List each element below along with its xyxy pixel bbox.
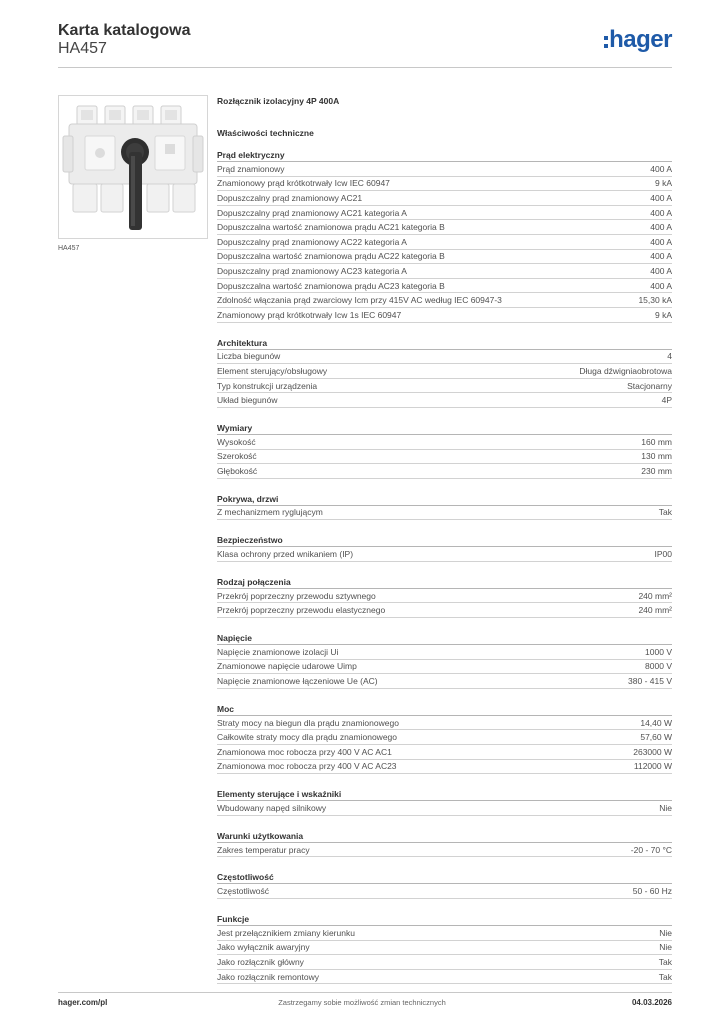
spec-section	[217, 149, 672, 323]
spec-label: Straty mocy na biegun dla prądu znamionowego	[217, 717, 399, 728]
spec-value: Tak	[658, 971, 672, 982]
spec-value: 400 A	[650, 222, 672, 233]
spec-value: 160 mm	[641, 436, 672, 447]
spec-label: Znamionowy prąd krótkotrwały Icw IEC 60947	[217, 178, 390, 189]
spec-row	[217, 926, 672, 941]
spec-label: Liczba biegunów	[217, 351, 281, 362]
spec-row	[217, 250, 672, 265]
spec-label: Znamionowy prąd krótkotrwały Icw 1s IEC 60947	[217, 309, 402, 320]
footer-disclaimer: Zastrzegamy sobie możliwość zmian technicznych	[278, 998, 446, 1007]
spec-value: 4	[667, 351, 672, 362]
spec-value: 9 kA	[654, 178, 672, 189]
spec-row	[217, 220, 672, 235]
spec-value: 9 kA	[654, 309, 672, 320]
spec-row	[217, 279, 672, 294]
spec-value: 400 A	[650, 280, 672, 291]
spec-row	[217, 435, 672, 450]
spec-label: Jest przełącznikiem zmiany kierunku	[217, 927, 355, 938]
spec-row	[217, 843, 672, 858]
spec-label: Dopuszczalny prąd znamionowy AC21 kategoria A	[217, 207, 407, 218]
spec-label: Element sterujący/obsługowy	[217, 365, 328, 376]
spec-row	[217, 450, 672, 465]
section-title: Funkcje	[217, 913, 672, 926]
spec-row	[217, 674, 672, 689]
spec-sections	[217, 149, 672, 984]
spec-row	[217, 801, 672, 816]
spec-row	[217, 264, 672, 279]
hager-logo	[604, 28, 672, 52]
spec-label: Wbudowany napęd silnikowy	[217, 803, 327, 814]
spec-row	[217, 760, 672, 775]
spec-label: Częstotliwość	[217, 886, 269, 897]
spec-row	[217, 716, 672, 731]
spec-value: 112000 W	[633, 761, 672, 772]
spec-label: Całkowite straty mocy dla prądu znamionowego	[217, 732, 398, 743]
spec-value: 57,60 W	[640, 732, 672, 743]
spec-value: 15,30 kA	[638, 295, 672, 306]
spec-value: 400 A	[650, 192, 672, 203]
spec-value: 230 mm	[641, 465, 672, 476]
section-title: Rodzaj połączenia	[217, 576, 672, 589]
spec-section	[217, 788, 672, 816]
spec-row	[217, 589, 672, 604]
spec-value: 380 - 415 V	[628, 676, 672, 687]
spec-row	[217, 547, 672, 562]
spec-value: 400 A	[650, 163, 672, 174]
section-title: Moc	[217, 703, 672, 716]
spec-row	[217, 955, 672, 970]
spec-value: 400 A	[650, 251, 672, 262]
spec-section	[217, 534, 672, 562]
spec-row	[217, 506, 672, 521]
logo-text: hager	[609, 26, 672, 53]
spec-label: Klasa ochrony przed wnikaniem (IP)	[217, 549, 354, 560]
footer-divider	[58, 992, 672, 993]
spec-value: 1000 V	[645, 646, 672, 657]
spec-section	[217, 830, 672, 858]
spec-row	[217, 206, 672, 221]
spec-label: Znamionowa moc robocza przy 400 V AC AC23	[217, 761, 397, 772]
spec-label: Dopuszczalna wartość znamionowa prądu AC21 kategoria B	[217, 222, 445, 233]
spec-section	[217, 913, 672, 984]
spec-section	[217, 422, 672, 479]
spec-section	[217, 871, 672, 899]
image-caption: HA457	[58, 245, 80, 252]
spec-section	[217, 576, 672, 618]
spec-value: 14,40 W	[640, 717, 672, 728]
footer-website-link[interactable]: hager.com/pl	[58, 998, 108, 1007]
spec-content	[217, 95, 672, 984]
spec-value: 130 mm	[641, 451, 672, 462]
spec-row	[217, 970, 672, 985]
spec-value: 400 A	[650, 265, 672, 276]
spec-label: Jako rozłącznik główny	[217, 956, 304, 967]
spec-value: 8000 V	[645, 661, 672, 672]
spec-value: 50 - 60 Hz	[632, 886, 672, 897]
spec-label: Napięcie znamionowe łączeniowe Ue (AC)	[217, 676, 378, 687]
document-title: Karta katalogowa	[58, 22, 191, 39]
spec-row	[217, 364, 672, 379]
spec-row	[217, 941, 672, 956]
spec-value: 240 mm²	[638, 605, 672, 616]
spec-value: IP00	[654, 549, 672, 560]
spec-label: Z mechanizmem ryglującym	[217, 507, 323, 518]
spec-row	[217, 645, 672, 660]
spec-row	[217, 745, 672, 760]
header-divider	[58, 67, 672, 68]
switch-disconnector-photo-icon	[58, 95, 208, 239]
spec-row	[217, 293, 672, 308]
spec-value: Nie	[659, 927, 672, 938]
spec-row	[217, 162, 672, 177]
spec-label: Jako rozłącznik remontowy	[217, 971, 320, 982]
spec-value: Długa dźwigniaobrotowa	[579, 365, 672, 376]
spec-label: Dopuszczalny prąd znamionowy AC23 kategoria A	[217, 265, 407, 276]
spec-row	[217, 884, 672, 899]
spec-label: Typ konstrukcji urządzenia	[217, 380, 318, 391]
spec-label: Jako wyłącznik awaryjny	[217, 942, 310, 953]
spec-value: Tak	[658, 956, 672, 967]
spec-label: Zdolność włączania prąd zwarciowy Icm przy 415V AC według IEC 60947-3	[217, 295, 502, 306]
section-title: Wymiary	[217, 422, 672, 435]
product-code: HA457	[58, 40, 107, 57]
section-title: Elementy sterujące i wskaźniki	[217, 788, 672, 801]
spec-label: Dopuszczalny prąd znamionowy AC21	[217, 192, 363, 203]
spec-row	[217, 603, 672, 618]
spec-value: 400 A	[650, 207, 672, 218]
section-title: Napięcie	[217, 632, 672, 645]
spec-label: Zakres temperatur pracy	[217, 844, 310, 855]
spec-label: Przekrój poprzeczny przewodu sztywnego	[217, 590, 376, 601]
spec-label: Szerokość	[217, 451, 257, 462]
spec-row	[217, 235, 672, 250]
spec-value: Tak	[658, 507, 672, 518]
spec-value: Nie	[659, 942, 672, 953]
spec-value: -20 - 70 °C	[630, 844, 672, 855]
spec-label: Znamionowa moc robocza przy 400 V AC AC1	[217, 746, 392, 757]
spec-value: Stacjonarny	[627, 380, 672, 391]
logo-dots-icon	[604, 36, 608, 48]
spec-value: 240 mm²	[638, 590, 672, 601]
spec-label: Prąd znamionowy	[217, 163, 285, 174]
spec-section	[217, 703, 672, 774]
spec-label: Przekrój poprzeczny przewodu elastycznego	[217, 605, 386, 616]
section-title: Częstotliwość	[217, 871, 672, 884]
spec-value: 263000 W	[633, 746, 672, 757]
spec-row	[217, 660, 672, 675]
section-title: Bezpieczeństwo	[217, 534, 672, 547]
spec-row	[217, 379, 672, 394]
spec-row	[217, 308, 672, 323]
footer-date: 04.03.2026	[631, 998, 672, 1007]
spec-label: Napięcie znamionowe izolacji Ui	[217, 646, 339, 657]
spec-section	[217, 493, 672, 521]
spec-row	[217, 464, 672, 479]
section-title: Prąd elektryczny	[217, 149, 672, 162]
document-header	[58, 22, 190, 58]
spec-label: Znamionowe napięcie udarowe Uimp	[217, 661, 357, 672]
spec-label: Głębokość	[217, 465, 258, 476]
spec-label: Układ biegunów	[217, 395, 278, 406]
spec-section	[217, 337, 672, 408]
spec-row	[217, 191, 672, 206]
spec-value: Nie	[659, 803, 672, 814]
spec-section	[217, 632, 672, 689]
properties-heading: Właściwości techniczne	[217, 128, 314, 138]
spec-row	[217, 350, 672, 365]
section-title: Pokrywa, drzwi	[217, 493, 672, 506]
section-title: Warunki użytkowania	[217, 830, 672, 843]
spec-label: Dopuszczalna wartość znamionowa prądu AC23 kategoria B	[217, 280, 445, 291]
spec-label: Dopuszczalny prąd znamionowy AC22 kategoria A	[217, 236, 407, 247]
spec-row	[217, 177, 672, 192]
spec-label: Dopuszczalna wartość znamionowa prądu AC22 kategoria B	[217, 251, 445, 262]
spec-row	[217, 730, 672, 745]
spec-value: 400 A	[650, 236, 672, 247]
spec-label: Wysokość	[217, 436, 256, 447]
spec-row	[217, 393, 672, 408]
section-title: Architektura	[217, 337, 672, 350]
product-name: Rozłącznik izolacyjny 4P 400A	[217, 96, 340, 106]
spec-value: 4P	[661, 395, 672, 406]
